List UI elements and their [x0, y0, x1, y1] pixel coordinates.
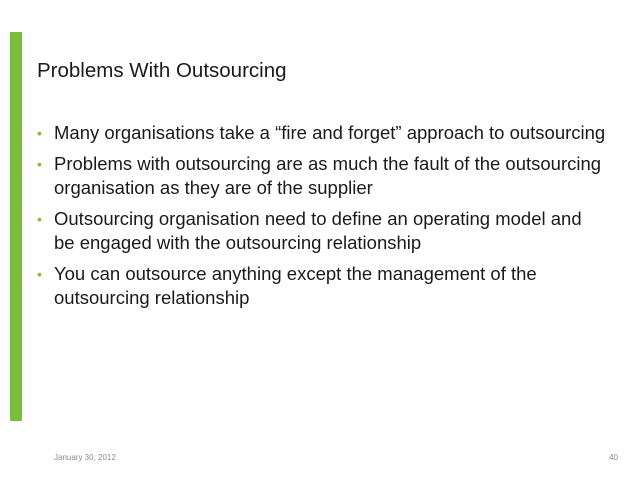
bullet-item [37, 207, 607, 255]
bullet-item [37, 262, 607, 310]
bullet-icon: • [37, 156, 42, 172]
bullet-list [37, 121, 607, 317]
bullet-item [37, 121, 607, 145]
bullet-text: Outsourcing organisation need to define an operating model and be engaged with the outsourcing relationship [54, 208, 582, 253]
bullet-text: Many organisations take a “fire and forget” approach to outsourcing [54, 122, 606, 143]
accent-bar [10, 32, 22, 421]
bullet-text: You can outsource anything except the management of the outsourcing relationship [54, 263, 537, 308]
slide-title: Problems With Outsourcing [37, 59, 287, 82]
page-number: 40 [609, 453, 618, 462]
bullet-item [37, 152, 607, 200]
footer-date: January 30, 2012 [54, 453, 116, 462]
bullet-icon: • [37, 211, 42, 227]
bullet-icon: • [37, 125, 42, 141]
bullet-icon: • [37, 266, 42, 282]
bullet-text: Problems with outsourcing are as much the fault of the outsourcing organisation as they are of the supplier [54, 153, 602, 198]
